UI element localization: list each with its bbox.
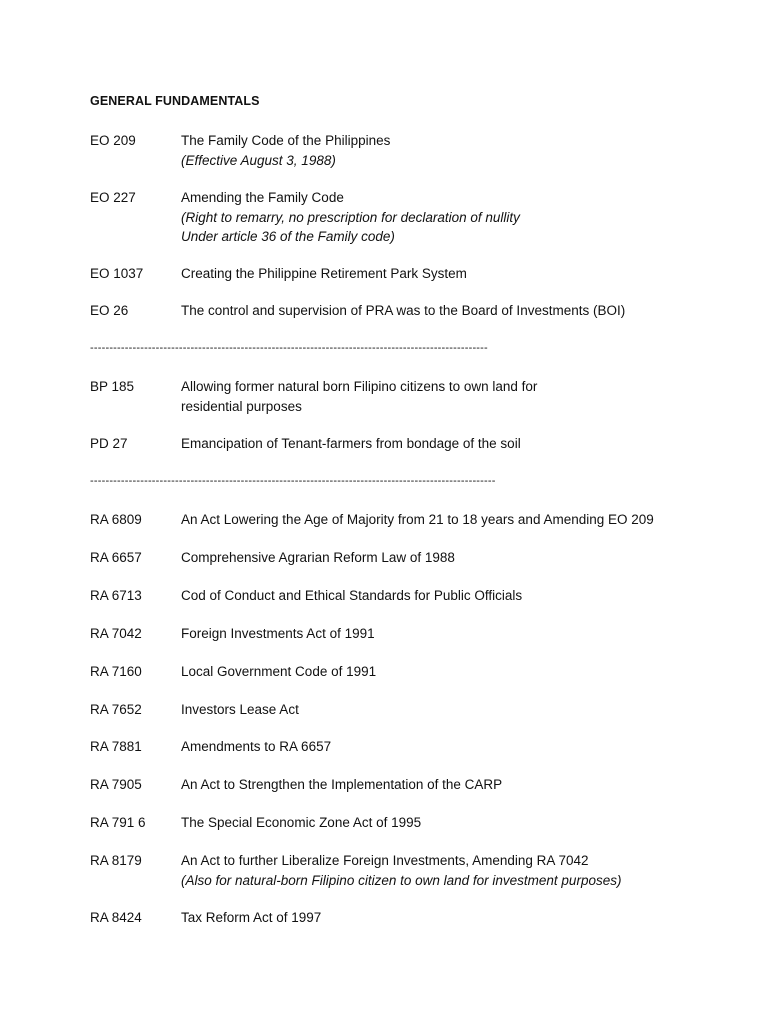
- dashed-divider: ---------------------------------------------------------------------------------------------------------: [90, 475, 496, 487]
- law-description: [181, 548, 741, 568]
- law-title: Foreign Investments Act of 1991: [181, 626, 375, 641]
- law-title: Investors Lease Act: [181, 702, 299, 717]
- law-title: Allowing former natural born Filipino citizens to own land for: [181, 379, 538, 394]
- law-note: Under article 36 of the Family code): [181, 229, 395, 244]
- law-description: [181, 624, 741, 644]
- law-code: EO 1037: [90, 266, 144, 281]
- law-title: Creating the Philippine Retirement Park System: [181, 266, 467, 281]
- law-description: [181, 908, 741, 928]
- law-title-continued: residential purposes: [181, 398, 302, 414]
- law-note: (Right to remarry, no prescription for declaration of nullity: [181, 209, 520, 225]
- law-code: RA 6713: [90, 588, 142, 603]
- law-code: RA 7881: [90, 739, 142, 754]
- law-title: The control and supervision of PRA was to the Board of Investments (BOI): [181, 303, 626, 318]
- law-title: Tax Reform Act of 1997: [181, 910, 322, 925]
- law-code: RA 8424: [90, 910, 142, 925]
- law-code: RA 7905: [90, 777, 142, 792]
- law-code: EO 26: [90, 303, 129, 318]
- law-code: BP 185: [90, 379, 135, 394]
- law-title: Amending the Family Code: [181, 190, 344, 205]
- law-description: [181, 586, 741, 606]
- law-description: [181, 700, 741, 720]
- section-heading: GENERAL FUNDAMENTALS: [90, 94, 260, 108]
- law-description: [181, 131, 741, 170]
- law-code: RA 7042: [90, 626, 142, 641]
- law-code: RA 6809: [90, 512, 142, 527]
- law-title: An Act to further Liberalize Foreign Investments, Amending RA 7042: [181, 853, 589, 868]
- law-description: [181, 434, 741, 454]
- law-description: [181, 775, 741, 795]
- law-code: RA 791 6: [90, 815, 146, 830]
- law-title: Local Government Code of 1991: [181, 664, 377, 679]
- law-code: RA 7652: [90, 702, 142, 717]
- law-title: Comprehensive Agrarian Reform Law of 1988: [181, 550, 455, 565]
- law-title: The Special Economic Zone Act of 1995: [181, 815, 422, 830]
- law-description: [181, 510, 741, 530]
- law-description: [181, 662, 741, 682]
- law-title: Amendments to RA 6657: [181, 739, 332, 754]
- law-description: [181, 264, 741, 284]
- law-description: [181, 737, 741, 757]
- law-description: [181, 377, 741, 416]
- law-description: [181, 813, 741, 833]
- law-code: EO 227: [90, 190, 136, 205]
- law-note: (Effective August 3, 1988): [181, 152, 336, 168]
- law-title: An Act Lowering the Age of Majority from 21 to 18 years and Amending EO 209: [181, 512, 654, 527]
- law-note: (Also for natural-born Filipino citizen to own land for investment purposes): [181, 872, 622, 888]
- law-description: [181, 301, 741, 321]
- law-code: EO 209: [90, 133, 136, 148]
- dashed-divider: -------------------------------------------------------------------------------------------------------: [90, 342, 488, 354]
- law-description: [181, 851, 741, 890]
- law-title: An Act to Strengthen the Implementation of the CARP: [181, 777, 503, 792]
- law-code: PD 27: [90, 436, 128, 451]
- law-description: [181, 188, 741, 247]
- law-title: Cod of Conduct and Ethical Standards for Public Officials: [181, 588, 523, 603]
- law-code: RA 6657: [90, 550, 142, 565]
- law-code: RA 8179: [90, 853, 142, 868]
- law-title: The Family Code of the Philippines: [181, 133, 391, 148]
- law-title: Emancipation of Tenant-farmers from bondage of the soil: [181, 436, 521, 451]
- law-code: RA 7160: [90, 664, 142, 679]
